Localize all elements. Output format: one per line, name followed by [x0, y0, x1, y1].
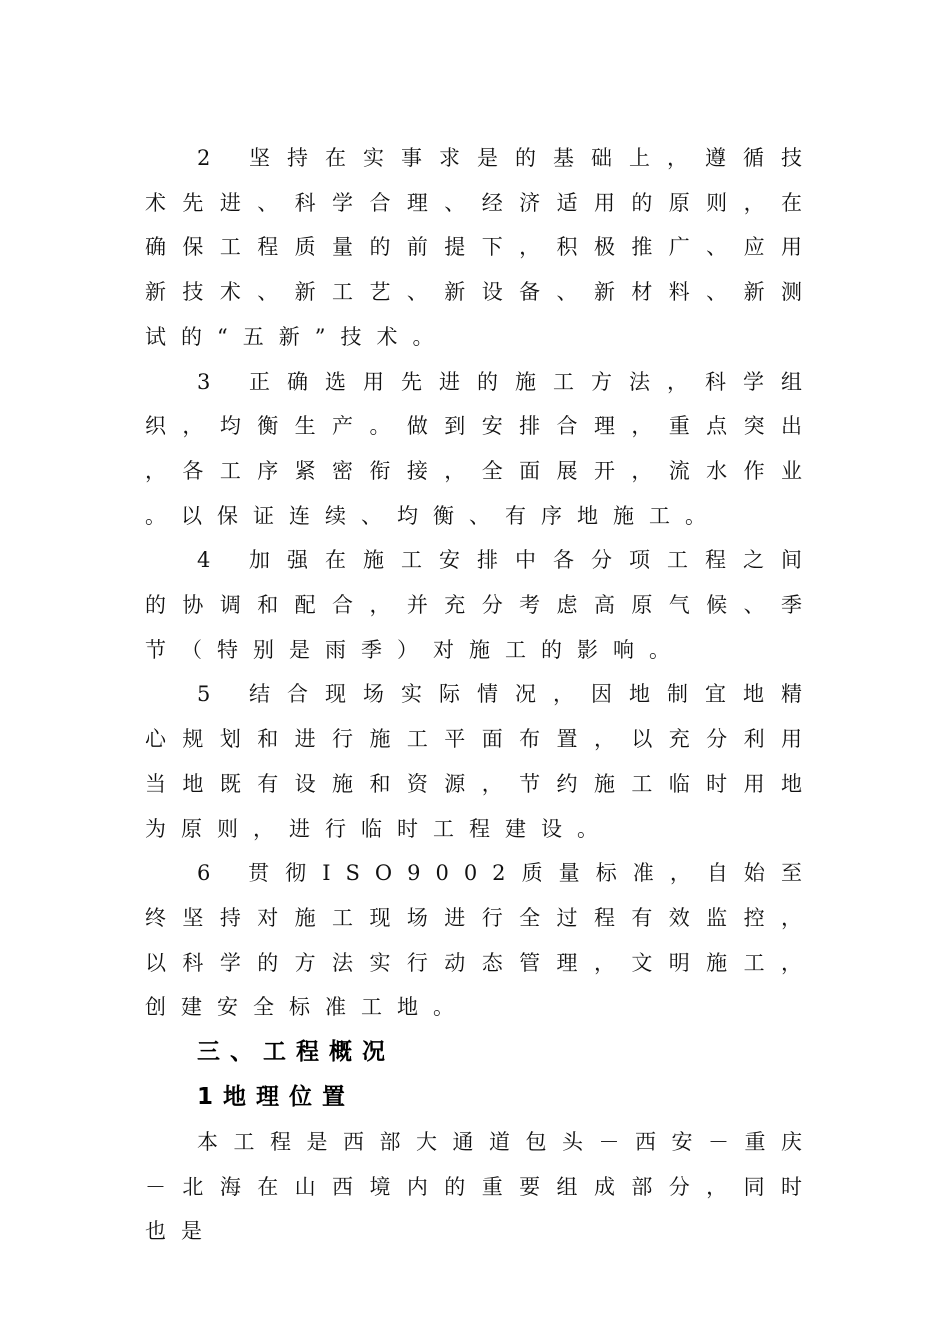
paragraph-item-4: 4 加强在施工安排中各分项工程之间的协调和配合，并充分考虑高原气候、季节（特别是雨季）对施工的影响。 — [145, 548, 817, 662]
paragraph-item-6: 6 贯彻ISO9002质量标准，自始至终坚持对施工现场进行全过程有效监控，以科学的方法实行动态管理，文明施工，创建安全标准工地。 — [145, 861, 817, 1020]
paragraph-item-2: 2 坚持在实事求是的基础上，遵循技术先进、科学合理、经济适用的原则，在确保工程质量的前提下，积极推广、应用新技术、新工艺、新设备、新材料、新测试的“五新”技术。 — [145, 146, 817, 349]
document-body — [145, 136, 817, 1254]
paragraph-item-3: 3 正确选用先进的施工方法，科学组织，均衡生产。做到安排合理，重点突出，各工序紧密衔接，全面展开，流水作业。以保证连续、均衡、有序地施工。 — [145, 369, 817, 528]
paragraph-item-5: 5 结合现场实际情况，因地制宜地精心规划和进行施工平面布置，以充分利用当地既有设施和资源，节约施工临时用地为原则，进行临时工程建设。 — [145, 682, 817, 841]
subsection-heading: 1地理位置 — [197, 1084, 356, 1111]
section-heading: 三、工程概况 — [197, 1039, 395, 1066]
paragraph-location: 本工程是西部大通道包头－西安－重庆－北海在山西境内的重要组成部分，同时也是 — [145, 1130, 817, 1244]
